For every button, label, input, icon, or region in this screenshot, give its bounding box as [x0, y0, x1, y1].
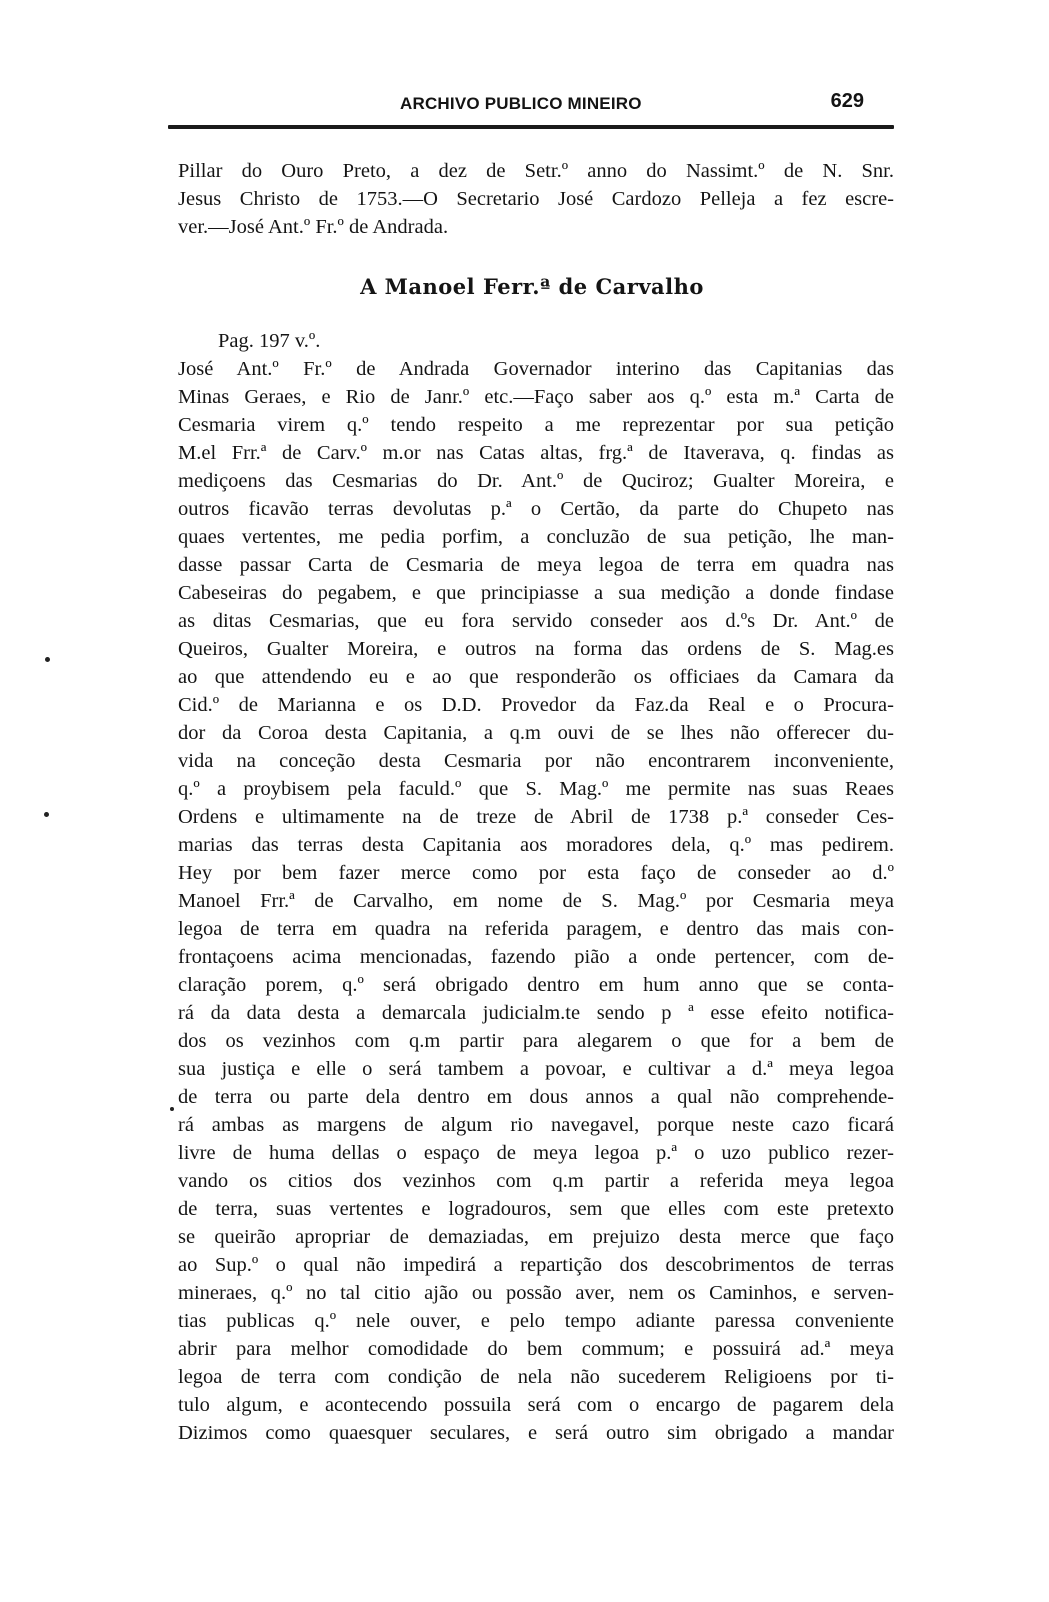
text-line: ao que attendendo eu e ao que responderão os officiaes da Camara da [178, 666, 894, 688]
text-line: se queirão apropriar de demaziadas, em prejuizo desta merce que faço [178, 1226, 894, 1248]
text-line: marias das terras desta Capitania aos moradores dela, q.º mas pedirem. [178, 834, 894, 856]
page-header [170, 90, 894, 124]
text-line: claração porem, q.º será obrigado dentro em hum anno que se conta- [178, 974, 894, 996]
text-line: quaes vertentes, me pedia porfim, a concluzão de sua petição, lhe man- [178, 526, 894, 548]
text-line: Queiros, Gualter Moreira, e outros na forma das ordens de S. Mag.es [178, 638, 894, 660]
text-line: dos os vezinhos com q.m partir para alegarem o que for a bem de [178, 1030, 894, 1052]
text-line: Pillar do Ouro Preto, a dez de Setr.º anno do Nassimt.º de N. Snr. [178, 160, 894, 182]
text-line: dor da Coroa desta Capitania, a q.m ouvi de se lhes não offerecer du- [178, 722, 894, 744]
text-line: Hey por bem fazer merce como por esta faço de conseder ao d.º [178, 862, 894, 884]
text-line: Jesus Christo de 1753.—O Secretario José Cardozo Pelleja a fez escre- [178, 188, 894, 210]
text-line: Cesmaria virem q.º tendo respeito a me reprezentar por sua petição [178, 414, 894, 436]
text-line: mediçoens das Cesmarias do Dr. Ant.º de Quciroz; Gualter Moreira, e [178, 470, 894, 492]
text-line: sua justiça e elle o será tambem a povoar, e cultivar a d.ª meya legoa [178, 1058, 894, 1080]
margin-speck [170, 1107, 174, 1111]
text-line: legoa de terra em quadra na referida paragem, e dentro das mais con- [178, 918, 894, 940]
section-heading: A Manoel Ferr.ª de Carvalho [360, 274, 704, 299]
margin-speck [44, 812, 49, 817]
text-line: Cid.º de Marianna e os D.D. Provedor da Faz.da Real e o Procura- [178, 694, 894, 716]
text-line: livre de huma dellas o espaço de meya legoa p.ª o uzo publico rezer- [178, 1142, 894, 1164]
intro-paragraph [178, 157, 894, 241]
text-line: ver.—José Ant.º Fr.º de Andrada. [178, 216, 449, 238]
text-line: tias publicas q.º nele ouver, e pelo tempo adiante paressa conveniente [178, 1310, 894, 1332]
text-line: M.el Frr.ª de Carv.º m.or nas Catas altas, frg.ª de Itaverava, q. findas as [178, 442, 894, 464]
running-title: ARCHIVO PUBLICO MINEIRO [400, 94, 642, 113]
text-line: as ditas Cesmarias, que eu fora servido conseder aos d.ºs Dr. Ant.º de [178, 610, 894, 632]
margin-speck [45, 657, 50, 662]
text-line: José Ant.º Fr.º de Andrada Governador interino das Capitanias das [178, 358, 894, 380]
text-line: Manoel Frr.ª de Carvalho, em nome de S. Mag.º por Cesmaria meya [178, 890, 894, 912]
text-line: frontaçoens acima mencionadas, fazendo pião a onde pertencer, com de- [178, 946, 894, 968]
text-line: ao Sup.º o qual não impedirá a repartição dos descobrimentos de terras [178, 1254, 894, 1276]
header-rule [168, 125, 894, 129]
text-line: vando os citios dos vezinhos com q.m partir a referida meya legoa [178, 1170, 894, 1192]
text-line: dasse passar Carta de Cesmaria de meya legoa de terra em quadra nas [178, 554, 894, 576]
text-line: rá da data desta a demarcala judicialm.te sendo p ª esse efeito notifica- [178, 1002, 894, 1024]
text-line: Cabeseiras do pegabem, e que principiasse a sua medição a donde findase [178, 582, 894, 604]
text-line: outros ficavão terras devolutas p.ª o Certão, da parte do Chupeto nas [178, 498, 894, 520]
text-line: de terra, suas vertentes e logradouros, sem que elles com este pretexto [178, 1198, 894, 1220]
text-line: tulo algum, e acontecendo possuila será com o encargo de pagarem dela [178, 1394, 894, 1416]
page-number: 629 [830, 90, 864, 112]
text-line: vida na conceção desta Cesmaria por não encontrarem inconveniente, [178, 750, 894, 772]
text-line: abrir para melhor comodidade do bem commum; e possuirá ad.ª meya [178, 1338, 894, 1360]
text-line: de terra ou parte dela dentro em dous annos a qual não comprehende- [178, 1086, 894, 1108]
text-line: q.º a proybisem pela faculd.º que S. Mag.º me permite nas suas Reaes [178, 778, 894, 800]
text-line: mineraes, q.º no tal citio ajão ou possão aver, nem os Caminhos, e serven- [178, 1282, 894, 1304]
text-line: rá ambas as margens de algum rio navegavel, porque neste cazo ficará [178, 1114, 894, 1136]
body-paragraph [178, 355, 894, 1447]
text-line: legoa de terra com condição de nela não sucederem Religioens por ti- [178, 1366, 894, 1388]
text-line: Dizimos como quaesquer seculares, e será outro sim obrigado a mandar [178, 1422, 894, 1444]
page-reference: Pag. 197 v.º. [218, 330, 321, 352]
text-line: Ordens e ultimamente na de treze de Abril de 1738 p.ª conseder Ces- [178, 806, 894, 828]
text-line: Minas Geraes, e Rio de Janr.º etc.—Faço saber aos q.º esta m.ª Carta de [178, 386, 894, 408]
